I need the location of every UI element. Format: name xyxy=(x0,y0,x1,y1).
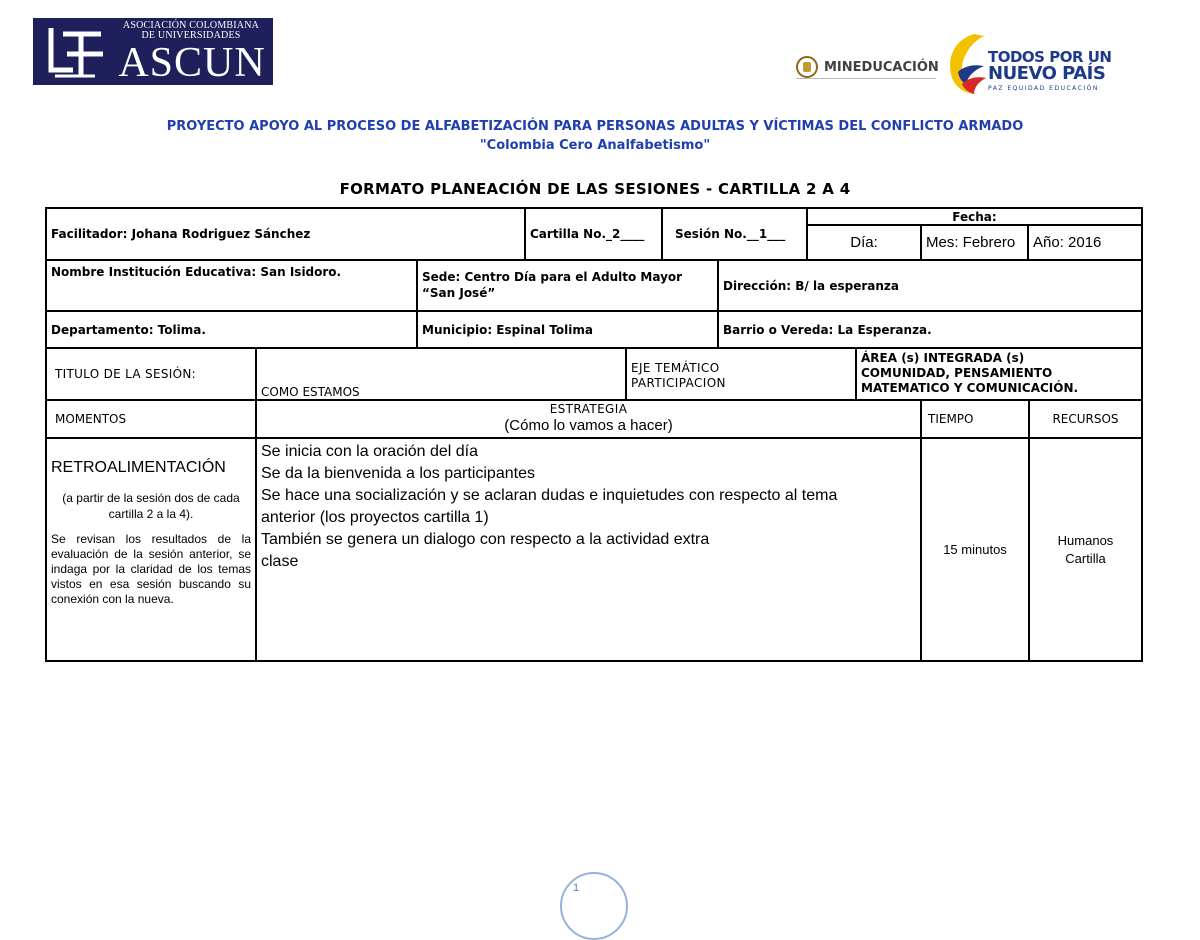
estrategia-line: Se hace una socialización y se aclaran dudas e inquietudes con respecto al tema xyxy=(261,487,838,504)
recursos-value: Humanos Cartilla xyxy=(1028,437,1143,662)
anio-field: Año: 2016 xyxy=(1027,224,1143,261)
ascun-wordmark: ASCUN xyxy=(118,40,266,85)
page-number-circle xyxy=(560,872,628,940)
estrategia-line: Se da la bienvenida a los participantes xyxy=(261,465,535,482)
direccion-field: Dirección: B/ la esperanza xyxy=(717,259,1143,312)
institucion-field: Nombre Institución Educativa: San Isidoro. xyxy=(45,259,418,312)
momento-note: (a partir de la sesión dos de cada cartilla 2 a la 4). xyxy=(62,491,240,521)
eje-tematico: EJE TEMÁTICO PARTICIPACION xyxy=(625,347,857,401)
ascun-subtitle: ASOCIACIÓN COLOMBIANA DE UNIVERSIDADES xyxy=(122,20,260,41)
logo-divider xyxy=(796,78,936,79)
barrio-field: Barrio o Vereda: La Esperanza. xyxy=(717,310,1143,349)
pais-line-2: NUEVO PAÍS xyxy=(988,63,1106,84)
momento-cell xyxy=(45,437,257,662)
estrategia-subheader: (Cómo lo vamos a hacer) xyxy=(504,417,673,434)
estrategia-line: También se genera un dialogo con respecto a la actividad extra xyxy=(261,531,710,548)
momentos-header: MOMENTOS xyxy=(45,399,257,439)
tiempo-header: TIEMPO xyxy=(920,399,1030,439)
facilitador-field: Facilitador: Johana Rodriguez Sánchez xyxy=(45,207,526,261)
nuevo-pais-flag-icon xyxy=(944,32,988,96)
titulo-label: TITULO DE LA SESIÓN: xyxy=(45,347,257,401)
pais-line-3: PAZ EQUIDAD EDUCACIÓN xyxy=(988,85,1099,92)
form-title: FORMATO PLANEACIÓN DE LAS SESIONES - CARTILLA 2 A 4 xyxy=(339,180,851,198)
tiempo-value: 15 minutos xyxy=(920,437,1030,662)
project-subtitle: "Colombia Cero Analfabetismo" xyxy=(479,138,711,153)
ascun-logo xyxy=(33,18,273,85)
titulo-value: COMO ESTAMOS xyxy=(255,347,627,401)
sede-field: Sede: Centro Día para el Adulto Mayor “San José” xyxy=(416,259,719,312)
municipio-field: Municipio: Espinal Tolima xyxy=(416,310,719,349)
area-integrada: ÁREA (s) INTEGRADA (s) COMUNIDAD, PENSAMIENTO MATEMATICO Y COMUNICACIÓN. xyxy=(855,347,1143,401)
estrategia-line: anterior (los proyectos cartilla 1) xyxy=(261,509,489,526)
recursos-header: RECURSOS xyxy=(1028,399,1143,439)
mineducacion-text: MINEDUCACIÓN xyxy=(824,59,939,75)
cartilla-field: Cartilla No._2____ xyxy=(524,207,663,261)
sesion-field: Sesión No.__1___ xyxy=(661,207,808,261)
momento-description: Se revisan los resultados de la evaluación de la sesión anterior, se indaga por la claridad de los temas vistos en esa sesión buscando su conexión con la nueva. xyxy=(51,532,251,606)
todos-por-un-nuevo-pais-logo xyxy=(944,32,1112,96)
estrategia-line: Se inicia con la oración del día xyxy=(261,443,479,460)
estrategia-content xyxy=(255,437,922,662)
estrategia-line: clase xyxy=(261,553,299,570)
ascun-emblem-icon xyxy=(43,24,109,80)
pais-line-1: TODOS POR UN xyxy=(988,48,1112,66)
dia-field: Día: xyxy=(806,224,922,261)
project-title: PROYECTO APOYO AL PROCESO DE ALFABETIZACIÓN PARA PERSONAS ADULTAS Y VÍCTIMAS DEL CONFLICTO ARMADO xyxy=(166,119,1024,134)
fecha-label: Fecha: xyxy=(806,207,1143,226)
mes-field: Mes: Febrero xyxy=(920,224,1029,261)
mineducacion-logo xyxy=(796,54,939,80)
page-number: 1 xyxy=(573,882,580,894)
estrategia-header-cell xyxy=(255,399,922,439)
departamento-field: Departamento: Tolima. xyxy=(45,310,418,349)
colombia-seal-icon xyxy=(796,56,818,78)
momento-title: RETROALIMENTACIÓN xyxy=(51,459,226,476)
estrategia-header: ESTRATEGIA xyxy=(549,402,628,416)
